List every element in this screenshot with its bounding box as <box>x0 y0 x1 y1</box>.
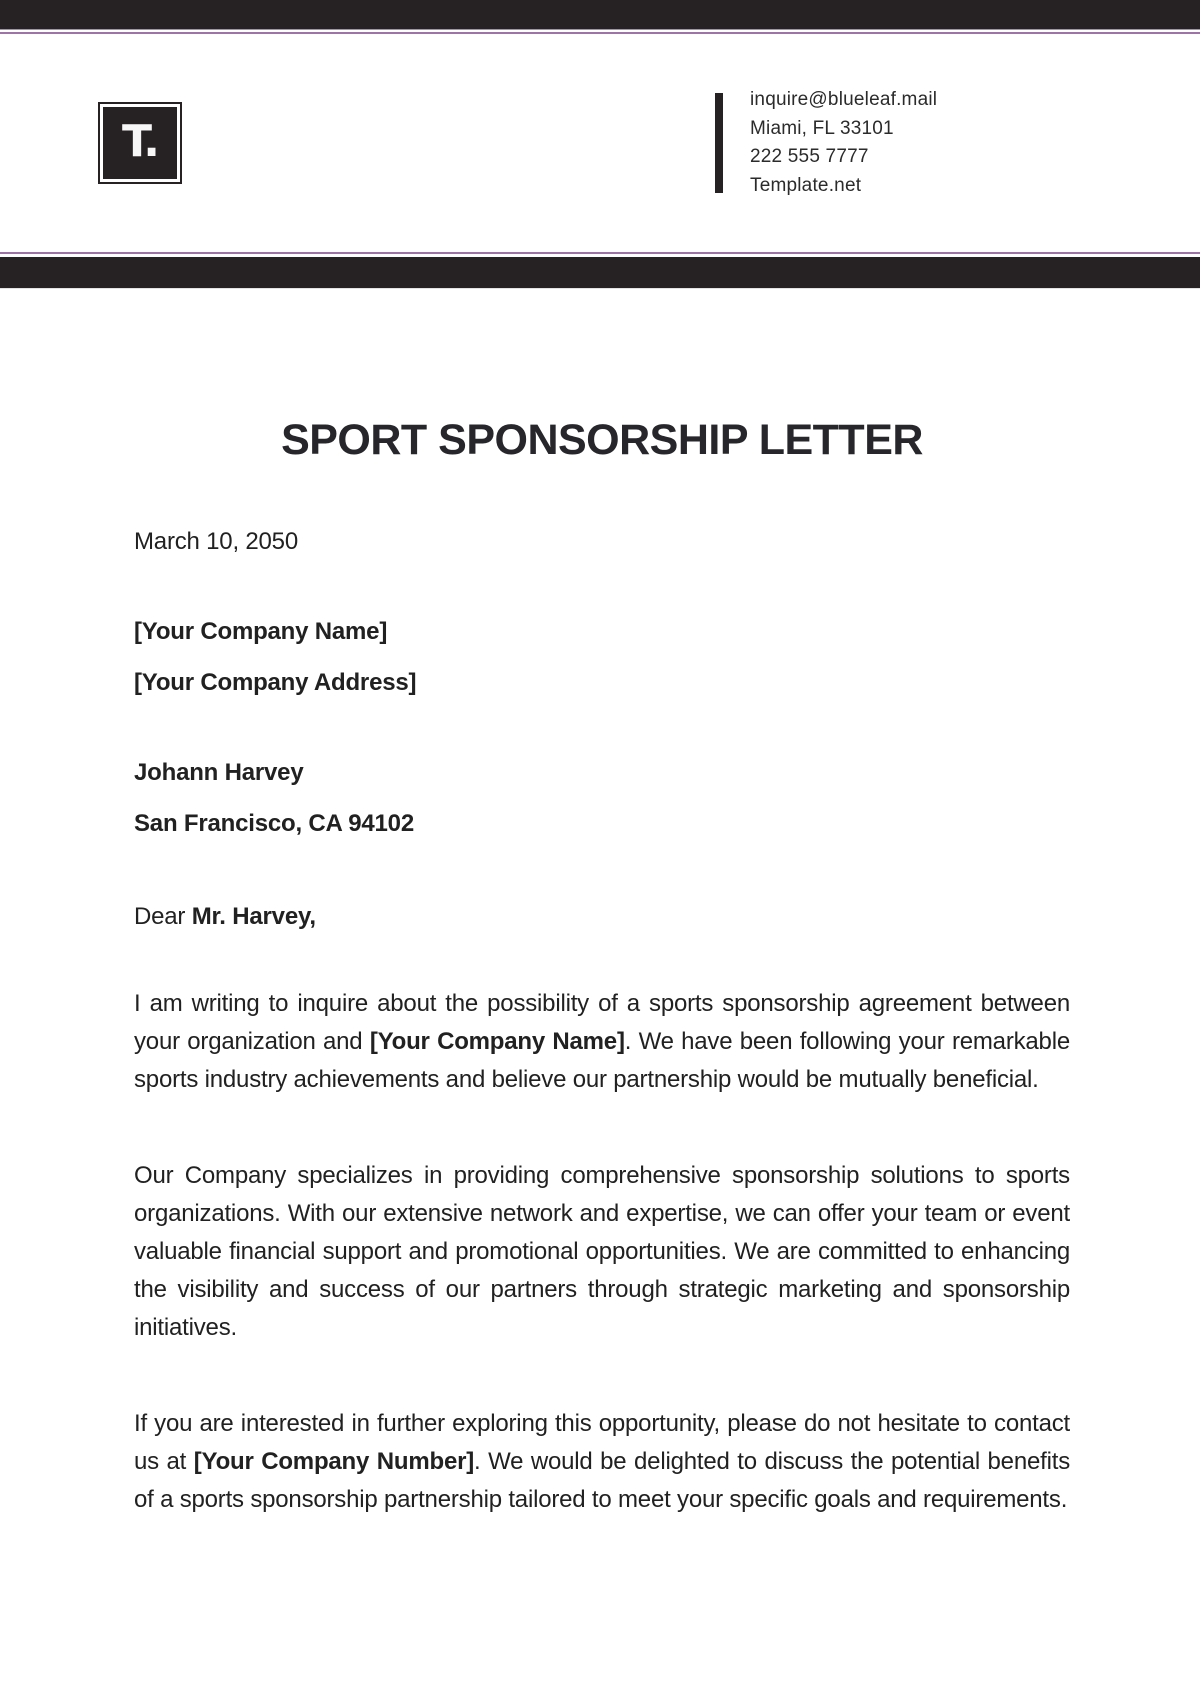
contact-phone: 222 555 7777 <box>750 146 869 167</box>
recipient-city-line: San Francisco, CA 94102 <box>134 810 414 837</box>
paragraph-1-text-cont: . We have been following your remarkable sports industry achievements and believe our partnership would be mutually beneficial. <box>134 1028 1070 1093</box>
contact-lines <box>750 86 937 200</box>
contact-divider-rule <box>715 93 723 193</box>
paragraph-1-text: I am writing to inquire about the possibility of a sports sponsorship agreement between your organization and <box>134 990 1070 1055</box>
contact-email: inquire@blueleaf.mail <box>750 89 938 110</box>
top-bar <box>0 0 1200 30</box>
letter-title: SPORT SPONSORSHIP LETTER <box>281 416 923 464</box>
company-number-placeholder: [Your Company Number] <box>193 1448 475 1475</box>
divider-bar <box>0 257 1200 289</box>
salutation-prefix: Dear <box>134 903 192 930</box>
brand-logo <box>98 102 182 184</box>
paragraph-3-text-cont: . We would be delighted to discuss the potential benefits of a sports sponsorship partnership tailored to meet your specific goals and requirements. <box>134 1448 1070 1513</box>
brand-logo-tile <box>103 107 177 179</box>
masthead <box>0 34 1200 252</box>
paragraph-1 <box>134 985 1070 1099</box>
company-address-line: [Your Company Address] <box>134 669 417 696</box>
company-name-placeholder: [Your Company Name] <box>369 1028 625 1055</box>
paragraph-3-text: If you are interested in further exploring this opportunity, please do not hesitate to contact us at <box>134 1410 1070 1475</box>
letter-date: March 10, 2050 <box>134 528 298 555</box>
brand-logo-letter: T. <box>121 115 159 167</box>
company-name-line: [Your Company Name] <box>134 618 388 645</box>
contact-location: Miami, FL 33101 <box>750 117 894 139</box>
contact-block <box>715 86 937 200</box>
letter-body <box>134 414 1070 1519</box>
recipient-name-line: Johann Harvey <box>134 759 304 786</box>
paragraph-3 <box>134 1405 1070 1519</box>
salutation-line <box>134 898 1070 936</box>
salutation-name: Mr. Harvey, <box>191 903 316 930</box>
paragraph-2: Our Company specializes in providing comprehensive sponsorship solutions to sports organizations. With our extensive network and expertise, we can offer your team or event valuable financial support and promotional opportunities. We are committed to enhancing the visibility and success of our partners through strategic marketing and sponsorship initiatives. <box>134 1162 1070 1341</box>
contact-website: Template.net <box>750 174 862 196</box>
